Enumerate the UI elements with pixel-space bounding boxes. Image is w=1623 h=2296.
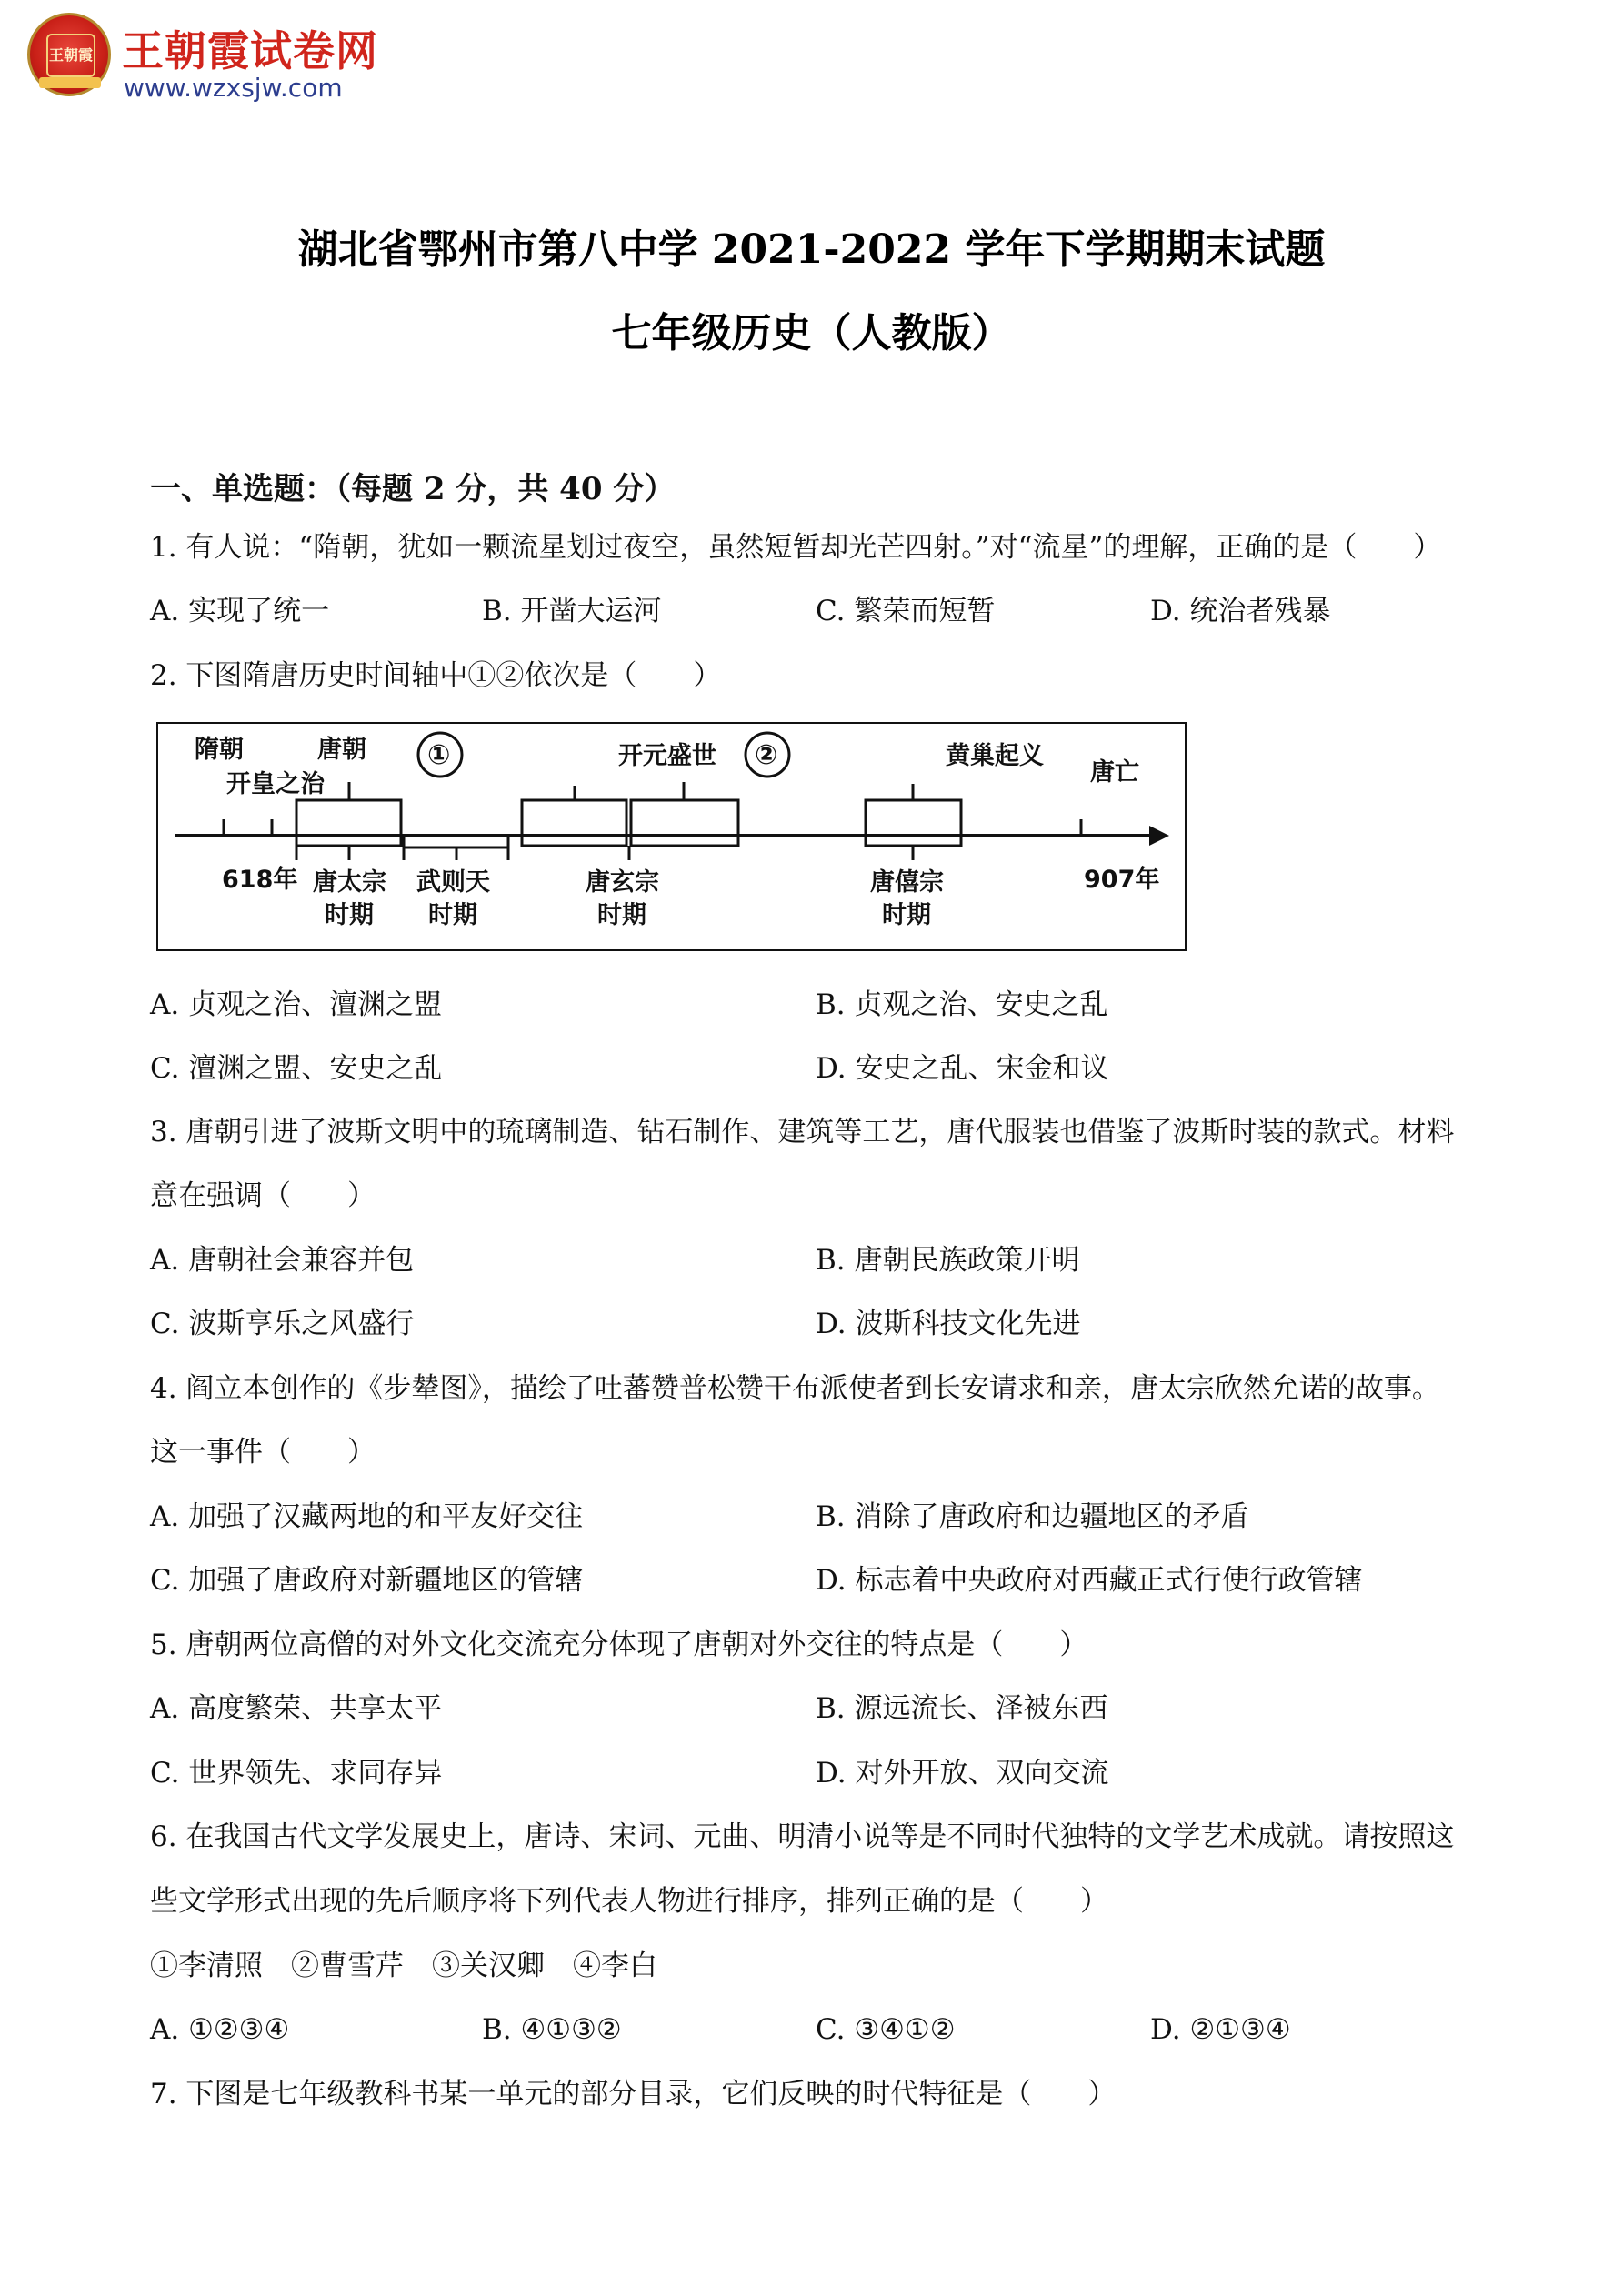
q3-option-d: D. 波斯科技文化先进 [816,1308,1081,1340]
exam-title: 湖北省鄂州市第八中学 2021-2022 学年下学期期末试题 [297,226,1326,273]
section-heading: 一、单选题：（每题 2 分，共 40 分） [150,471,676,507]
label-tang: 唐朝 [317,736,366,764]
seal-ribbon [39,77,101,88]
label-mark1: ① [427,739,451,771]
label-sui: 隋朝 [195,736,244,764]
q5-option-c: C. 世界领先、求同存异 [150,1757,443,1790]
q4-option-a: A. 加强了汉藏两地的和平友好交往 [150,1500,584,1533]
label-wuzetian-1: 武则天 [416,868,490,897]
seal-text: 王朝霞 [46,34,95,77]
q2-option-b: B. 贞观之治、安史之乱 [816,988,1108,1021]
q6-option-b: B. ④①③② [482,2013,622,2046]
q2-option-d: D. 安史之乱、宋金和议 [816,1052,1109,1085]
question-4-stem-1: 4. 阎立本创作的《步辇图》，描绘了吐蕃赞普松赞干布派使者到长安请求和亲，唐太宗欣然允诺的故事。 [150,1372,1440,1405]
question-2-stem: 2. 下图隋唐历史时间轴中①②依次是（ ） [150,659,722,692]
label-xizong-1: 唐僖宗 [870,868,944,897]
sui-tang-timeline-figure [156,722,1187,951]
brand-url[interactable]: www.wzxsjw.com [124,73,343,103]
label-xuanzong-1: 唐玄宗 [586,868,659,897]
q4-option-d: D. 标志着中央政府对西藏正式行使行政管辖 [816,1564,1363,1597]
q1-option-c: C. 繁荣而短暂 [816,595,996,627]
q3-option-c: C. 波斯享乐之风盛行 [150,1308,415,1340]
label-taizong-1: 唐太宗 [313,868,386,897]
q5-option-a: A. 高度繁荣、共享太平 [150,1692,443,1725]
question-3-stem-1: 3. 唐朝引进了波斯文明中的琉璃制造、钻石制作、建筑等工艺，唐代服装也借鉴了波斯时装的款式。材料 [150,1116,1455,1148]
exam-subtitle: 七年级历史（人教版） [611,310,1012,356]
q1-option-d: D. 统治者残暴 [1150,595,1331,627]
label-907: 907年 [1084,866,1160,894]
q5-option-d: D. 对外开放、双向交流 [816,1757,1109,1790]
question-1-stem: 1. 有人说：“隋朝，犹如一颗流星划过夜空，虽然短暂却光芒四射。”对“流星”的理解，正确的是（ ） [150,531,1442,564]
q6-option-a: A. ①②③④ [150,2013,290,2046]
seal-icon [27,13,111,96]
question-7-stem: 7. 下图是七年级教科书某一单元的部分目录，它们反映的时代特征是（ ） [150,2078,1117,2111]
q3-option-a: A. 唐朝社会兼容并包 [150,1244,415,1277]
q5-option-b: B. 源远流长、泽被东西 [816,1692,1108,1725]
q6-option-d: D. ②①③④ [1150,2013,1291,2046]
bracket-mark2 [631,800,738,846]
q4-option-b: B. 消除了唐政府和边疆地区的矛盾 [816,1500,1249,1533]
q1-option-b: B. 开凿大运河 [482,595,662,627]
bracket-kaiyuan [522,800,626,846]
question-6-stem-2: 些文学形式出现的先后顺序将下列代表人物进行排序，排列正确的是（ ） [150,1885,1108,1918]
label-wuzetian-2: 时期 [428,901,477,929]
label-618: 618年 [222,866,298,894]
q2-option-c: C. 澶渊之盟、安史之乱 [150,1052,443,1085]
label-taizong-2: 时期 [325,901,374,929]
q2-option-a: A. 贞观之治、澶渊之盟 [150,988,443,1021]
question-4-stem-2: 这一事件（ ） [150,1436,376,1469]
timeline-svg [158,724,1188,953]
q3-option-b: B. 唐朝民族政策开明 [816,1244,1080,1277]
bracket-huangchao [866,800,961,846]
label-kaiyuan: 开元盛世 [618,742,716,770]
label-kaihuang: 开皇之治 [226,770,325,798]
question-6-stem-1: 6. 在我国古代文学发展史上，唐诗、宋词、元曲、明清小说等是不同时代独特的文学艺术成就。请按照这 [150,1820,1455,1853]
label-tangwang: 唐亡 [1090,758,1139,787]
q6-option-c: C. ③④①② [816,2013,956,2046]
brand-name: 王朝霞试卷网 [122,26,378,75]
label-xizong-2: 时期 [882,901,931,929]
site-logo [27,13,409,104]
question-6-stem-3: ①李清照 ②曹雪芹 ③关汉卿 ④李白 [150,1950,657,1982]
question-3-stem-2: 意在强调（ ） [150,1179,376,1212]
q4-option-c: C. 加强了唐政府对新疆地区的管辖 [150,1564,584,1597]
timeline-arrow-icon [1149,826,1169,846]
label-mark2: ② [755,739,778,771]
question-5-stem: 5. 唐朝两位高僧的对外文化交流充分体现了唐朝对外交往的特点是（ ） [150,1629,1088,1661]
q1-option-a: A. 实现了统一 [150,595,330,627]
label-huangchao: 黄巢起义 [946,742,1044,770]
label-xuanzong-2: 时期 [597,901,646,929]
bracket-taizong [296,800,401,846]
